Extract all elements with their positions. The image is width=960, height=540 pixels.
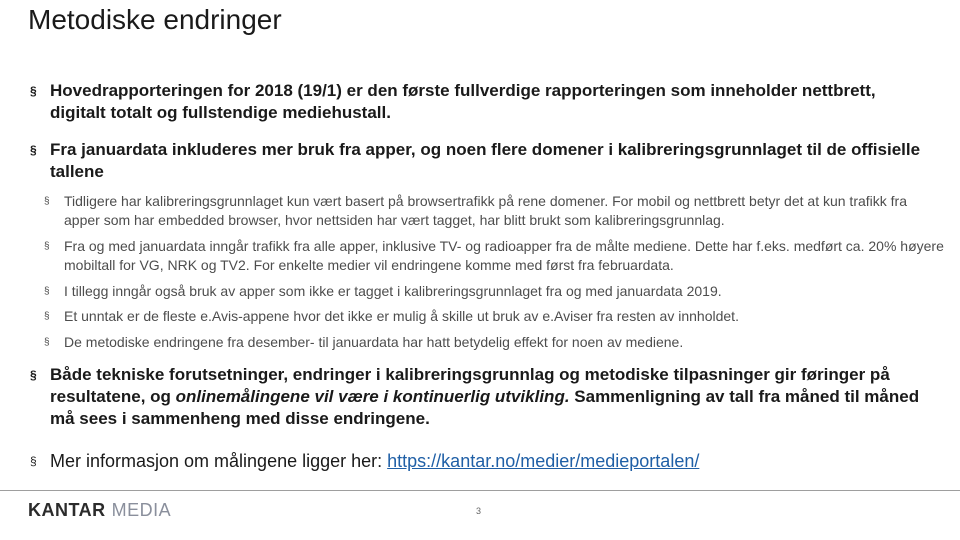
page-number: 3	[476, 506, 482, 516]
footer-divider	[0, 490, 960, 491]
sub-bullet-text: Tidligere har kalibreringsgrunnlaget kun vært basert på browsertrafikk på rene domener. For mobil og nettbrett betyr det at kun trafikk fra apper som har embedded browser, hvor nettsiden har vært tagget, har blitt brukt som kalibreringsgrunnlag.	[64, 193, 908, 228]
bullet-icon: §	[30, 143, 37, 157]
page-title: Metodiske endringer	[28, 4, 282, 35]
more-info-text: Mer informasjon om målingene ligger her:	[50, 451, 388, 471]
bullet-main-3	[30, 364, 935, 430]
sub-bullet	[44, 192, 944, 230]
medieportalen-link[interactable]: https://kantar.no/medier/medieportalen/	[387, 451, 700, 471]
sub-bullet-icon: §	[44, 286, 50, 297]
logo-media: MEDIA	[111, 500, 172, 520]
sub-bullet	[44, 237, 944, 275]
sub-bullet-text: Fra og med januardata inngår trafikk fra alle apper, inklusive TV- og radioapper fra de målte mediene. Dette har f.eks. medført ca. 20% høyere mobiltall for VG, NRK og TV2. For enkelte medier vil endringene komme med først fra februardata.	[64, 238, 944, 273]
bullet-main-2	[30, 139, 935, 183]
sub-bullet-icon: §	[44, 337, 50, 348]
kantar-media-logo	[28, 500, 171, 521]
bullet-icon: §	[30, 84, 37, 98]
bullet-main-1	[30, 80, 935, 124]
sub-bullet	[44, 307, 944, 326]
bullet-text: Hovedrapporteringen for 2018 (19/1) er den første fullverdige rapporteringen som inneholder nettbrett, digitalt totalt og fullstendige mediehustall.	[50, 81, 876, 122]
bullet-text-part2: Sammenligning av tall fra måned til måned må sees i sammenheng med disse endringene.	[50, 387, 920, 428]
sub-bullet	[44, 333, 944, 352]
bullet-text: Fra januardata inkluderes mer bruk fra apper, og noen flere domener i kalibreringsgrunnlaget til de offisielle tallene	[50, 140, 921, 181]
sub-bullet-icon: §	[44, 196, 50, 207]
sub-bullet-icon: §	[44, 311, 50, 322]
sub-bullet-text: De metodiske endringene fra desember- til januardata har hatt betydelig effekt for noen av mediene.	[64, 334, 684, 350]
sub-bullet-text: Et unntak er de fleste e.Avis-appene hvor det ikke er mulig å skille ut bruk av e.Aviser fra resten av innholdet.	[64, 308, 739, 324]
bullet-text	[50, 450, 935, 472]
bullet-text	[50, 364, 935, 430]
sub-bullet-text: I tillegg inngår også bruk av apper som ikke er tagget i kalibreringsgrunnlaget fra og med januardata 2019.	[64, 283, 722, 299]
sub-bullet	[44, 282, 944, 301]
sub-bullet-icon: §	[44, 241, 50, 252]
bullet-text-part1: Både tekniske forutsetninger, endringer i kalibreringsgrunnlag og metodiske tilpasninger gir føringer på resultatene, og	[50, 365, 890, 406]
logo-kantar: KANTAR	[28, 500, 106, 520]
bullet-icon: §	[30, 368, 37, 382]
bullet-icon: §	[30, 454, 37, 468]
bullet-text-italic: onlinemålingene vil være i kontinuerlig utvikling.	[175, 387, 570, 406]
bullet-more-info	[30, 450, 935, 472]
